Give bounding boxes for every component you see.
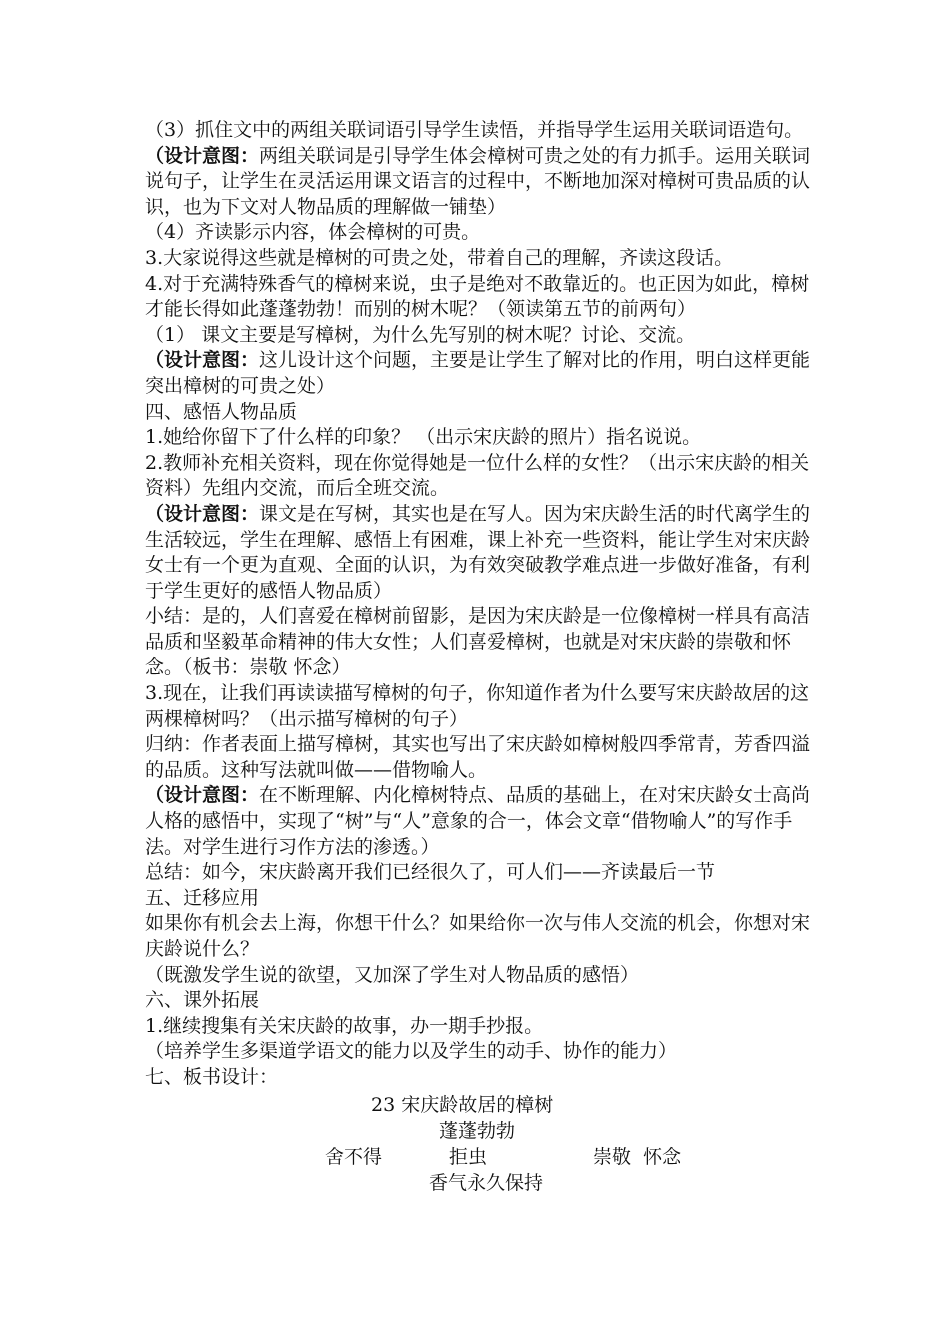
para-5: （1） 课文主要是写樟树，为什么先写别的树木呢？讨论、交流。 <box>145 323 696 346</box>
section-heading: 六、课外拓展 <box>145 989 260 1012</box>
para-21: （培养学生多渠道学语文的能力以及学生的动手、协作的能力） <box>145 1040 678 1063</box>
board-right: 崇敬 怀念 <box>593 1145 682 1168</box>
board-title: 23 宋庆龄故居的樟树 <box>371 1093 554 1116</box>
para-12: 3.现在，让我们再读读描写樟树的句子，你知道作者为什么要写宋庆龄故居的这两棵樟树吗？（出示描写樟树的句子） <box>145 682 810 730</box>
board-bottom: 香气永久保持 <box>429 1171 544 1194</box>
para-3: 3.大家说得这些就是樟树的可贵之处，带着自己的理解，齐读这段话。 <box>145 246 734 269</box>
design-intent-label: （设计意图： <box>145 349 260 372</box>
para-9: 2.教师补充相关资料，现在你觉得她是一位什么样的女性？（出示宋庆龄的相关资料）先组内交流，而后全班交流。 <box>145 451 810 500</box>
para-17: 如果你有机会去上海，你想干什么？如果给你一次与伟人交流的机会，你想对宋庆龄说什么？ <box>145 912 811 960</box>
para-8: 1.她给你留下了什么样的印象？ （出示宋庆龄的照片）指名说说。 <box>145 426 702 449</box>
board-center: 蓬蓬勃勃 <box>439 1119 516 1142</box>
para-6: （设计意图：这儿设计这个问题，主要是让学生了解对比的作用，明白这样更能突出樟树的可贵之处） <box>145 349 811 397</box>
para-15: 总结：如今，宋庆龄离开我们已经很久了，可人们——齐读最后一节 <box>145 861 716 884</box>
blackboard-design <box>145 1093 825 1203</box>
para-14: （设计意图：在不断理解、内化樟树特点、品质的基础上，在对宋庆龄女士高尚人格的感悟中，实现了“树”与“人”意象的合一，体会文章“借物喻人”的写作手法。对学生进行习作方法的渗透。） <box>145 784 811 858</box>
design-intent-label: （设计意图： <box>145 784 260 807</box>
design-intent-label: （设计意图： <box>145 502 260 525</box>
para-2: （4）齐读影示内容，体会樟树的可贵。 <box>145 221 481 244</box>
section-heading: 五、迁移应用 <box>145 886 260 909</box>
section-heading: 七、板书设计： <box>145 1065 279 1088</box>
para-1: （设计意图：两组关联词是引导学生体会樟树可贵之处的有力抓手。运用关联词说句子，让学生在灵活运用课文语言的过程中，不断地加深对樟树可贵品质的认识，也为下文对人物品质的理解做一铺垫） <box>145 144 811 218</box>
para-20: 1.继续搜集有关宋庆龄的故事，办一期手抄报。 <box>145 1014 544 1037</box>
document-page <box>145 118 825 1203</box>
para-4: 4.对于充满特殊香气的樟树来说，虫子是绝对不敢靠近的。也正因为如此，樟树才能长得如此蓬蓬勃勃！而别的树木呢？（领读第五节的前两句） <box>145 272 810 321</box>
para-11: 小结：是的，人们喜爱在樟树前留影，是因为宋庆龄是一位像樟树一样具有高洁品质和坚毅革命精神的伟大女性；人们喜爱樟树，也就是对宋庆龄的崇敬和怀念。（板书：崇敬 怀念） <box>145 605 811 679</box>
para-13: 归纳：作者表面上描写樟树，其实也写出了宋庆龄如樟树般四季常青，芳香四溢的品质。这种写法就叫做——借物喻人。 <box>145 733 811 781</box>
design-intent-label: （设计意图： <box>145 144 260 167</box>
board-middle: 拒虫 <box>449 1145 488 1168</box>
para-18: （既激发学生说的欲望，又加深了学生对人物品质的感悟） <box>145 963 640 986</box>
section-heading: 四、感悟人物品质 <box>145 400 298 423</box>
board-left: 舍不得 <box>325 1145 383 1168</box>
para-10: （设计意图：课文是在写树，其实也是在写人。因为宋庆龄生活的时代离学生的生活较远，学生在理解、感悟上有困难，课上补充一些资料，能让学生对宋庆龄女士有一个更为直观、全面的认识，为有效突破教学难点进一步做好准备，有利于学生更好的感悟人物品质） <box>145 502 811 602</box>
para-0: （3）抓住文中的两组关联词语引导学生读悟，并指导学生运用关联词语造句。 <box>145 119 804 141</box>
